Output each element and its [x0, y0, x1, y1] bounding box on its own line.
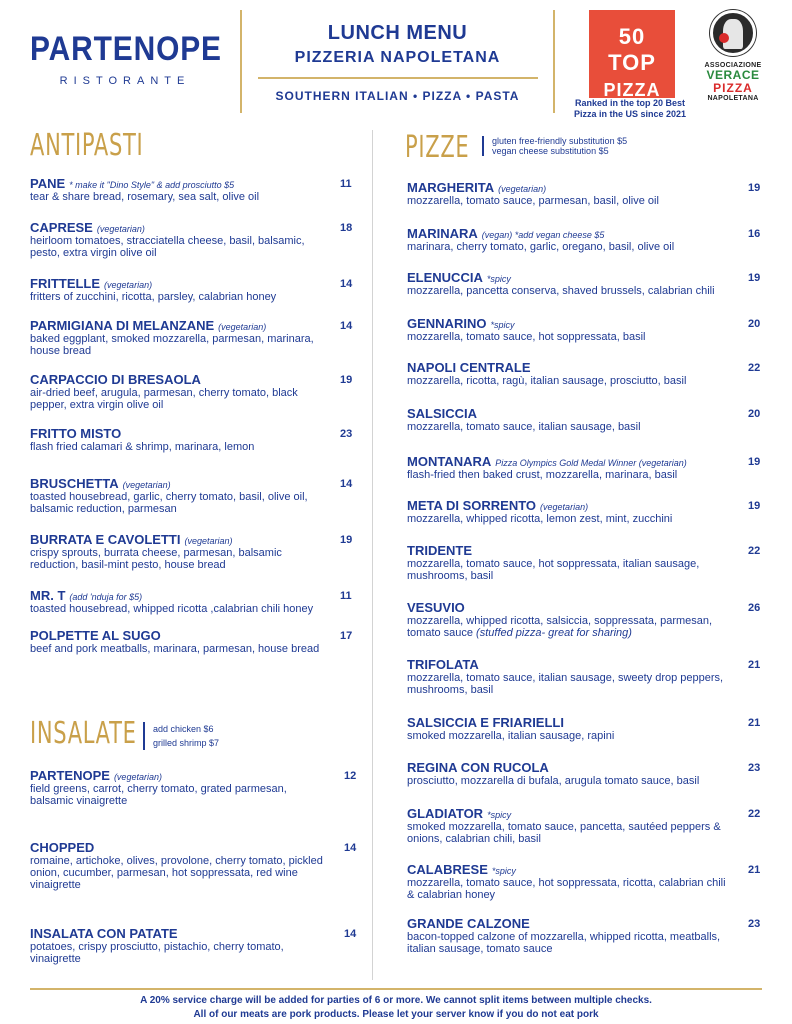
menu-item-name-row: [30, 176, 330, 191]
menu-item-price: 16: [748, 228, 761, 240]
menu-item-price: 14: [340, 278, 353, 290]
menu-item: [407, 360, 727, 387]
menu-item-description: bacon-topped calzone of mozzarella, whipped ricotta, meatballs, italian sausage, tomato sauce: [407, 931, 721, 955]
menu-item-description: beef and pork meatballs, marinara, parmesan, house bread: [30, 643, 320, 655]
menu-item-note: (vegetarian): [104, 280, 153, 290]
menu-item-name-row: [407, 657, 727, 672]
menu-item-note: Pizza Olympics Gold Medal Winner (vegetarian): [495, 458, 687, 468]
menu-item: [30, 588, 330, 615]
pizze-note: gluten free-friendly substitution $5 vegan cheese substitution $5: [482, 136, 627, 156]
menu-item-name: MONTANARA: [407, 454, 492, 469]
menu-item-price: 19: [340, 374, 353, 386]
footer-notice: A 20% service charge will be added for parties of 6 or more. We cannot split items between multiple checks. All of our meats are pork products. Please let your server know if you do not eat pork: [140, 995, 652, 1020]
menu-item-note: (add 'nduja for $5): [69, 592, 143, 602]
menu-item: [407, 226, 727, 253]
menu-item-description: mozzarella, tomato sauce, italian sausage, sweety drop peppers, mushrooms, basil: [407, 672, 724, 696]
menu-item-name: FRITTO MISTO: [30, 426, 122, 441]
menu-item-description: air-dried beef, arugula, parmesan, cherry tomato, black pepper, extra virgin olive oil: [30, 387, 298, 411]
menu-item-price: 19: [748, 456, 761, 468]
menu-item-name: NAPOLI CENTRALE: [407, 360, 531, 375]
footer-divider: [30, 988, 762, 990]
antipasti-title: ANTIPASTI: [30, 128, 144, 163]
menu-item-name: PARMIGIANA DI MELANZANE: [30, 318, 215, 333]
menu-item-name-row: [407, 600, 727, 615]
menu-item-price: 17: [340, 630, 353, 642]
menu-item-name-row: [407, 270, 727, 285]
menu-item-name-row: [407, 715, 727, 730]
menu-item: [30, 532, 330, 571]
brand-name: PARTENOPE: [30, 30, 222, 68]
menu-item-description: mozzarella, ricotta, ragù, italian sausage, prosciutto, basil: [407, 375, 687, 387]
menu-item-name-row: [30, 840, 330, 855]
menu-item-price: 26: [748, 602, 761, 614]
menu-item-price: 23: [748, 918, 761, 930]
menu-item-name: ELENUCCIA: [407, 270, 483, 285]
menu-subtitle: PIZZERIA NAPOLETANA: [294, 49, 501, 66]
menu-item-price: 23: [748, 762, 761, 774]
menu-item-description: potatoes, crispy prosciutto, pistachio, cherry tomato, vinaigrette: [30, 941, 284, 965]
menu-item-price: 11: [340, 590, 352, 602]
menu-item-description: flash fried calamari & shrimp, marinara, lemon: [30, 441, 255, 453]
menu-item-description: mozzarella, tomato sauce, parmesan, basil, olive oil: [407, 195, 659, 207]
menu-item-price: 23: [340, 428, 353, 440]
menu-item-price: 19: [748, 500, 761, 512]
menu-item-note: (vegetarian): [540, 502, 589, 512]
menu-title: LUNCH MENU: [327, 22, 468, 44]
menu-item-description: mozzarella, tomato sauce, hot soppressata, ricotta, calabrian chili & calabrian honey: [407, 877, 726, 901]
insalate-title: INSALATE: [30, 716, 137, 751]
menu-item: [407, 406, 727, 433]
menu-item: [407, 806, 727, 845]
menu-item: [30, 276, 330, 303]
menu-item-description: heirloom tomatoes, stracciatella cheese, basil, balsamic, pesto, extra virgin olive oil: [30, 235, 305, 259]
menu-item-note: (vegetarian): [218, 322, 267, 332]
menu-item-description: crispy sprouts, burrata cheese, parmesan, balsamic reduction, basil-mint pesto, house bread: [30, 547, 282, 571]
top50-logo-text: 50 TOP PIZZA: [603, 24, 661, 100]
menu-item: [30, 768, 330, 807]
menu-item-note: *spicy: [487, 810, 512, 820]
menu-item-description: baked eggplant, smoked mozzarella, parmesan, marinara, house bread: [30, 333, 314, 357]
menu-item-price: 19: [340, 534, 353, 546]
menu-item-description: mozzarella, tomato sauce, hot soppressata, italian sausage, mushrooms, basil: [407, 558, 700, 582]
header-divider: [258, 77, 538, 79]
menu-item-description: mozzarella, tomato sauce, hot soppressata, basil: [407, 331, 646, 343]
menu-item-name-row: [30, 532, 330, 547]
menu-item-name-row: [407, 316, 727, 331]
menu-item-name: POLPETTE AL SUGO: [30, 628, 161, 643]
menu-item: [407, 454, 727, 481]
menu-item-name: TRIDENTE: [407, 543, 472, 558]
menu-item-description: flash-fried then baked crust, mozzarella, marinara, basil: [407, 469, 678, 481]
menu-item: [30, 840, 330, 891]
menu-item-description: prosciutto, mozzarella di bufala, arugula tomato sauce, basil: [407, 775, 700, 787]
menu-item-name-row: [30, 372, 330, 387]
menu-item-name: REGINA CON RUCOLA: [407, 760, 549, 775]
menu-item-name: SALSICCIA E FRIARIELLI: [407, 715, 564, 730]
menu-item: [407, 862, 727, 901]
pizze-title: PIZZE: [405, 130, 470, 165]
menu-item: [407, 916, 727, 955]
menu-item-price: 19: [748, 182, 761, 194]
menu-item-note: (vegetarian): [184, 536, 233, 546]
menu-item-description: tear & share bread, rosemary, sea salt, olive oil: [30, 191, 260, 203]
menu-item-name: PANE: [30, 176, 66, 191]
brand-subtitle: RISTORANTE: [59, 75, 191, 87]
menu-item: [30, 476, 330, 515]
menu-item-price: 14: [340, 478, 353, 490]
menu-item-name-row: [407, 806, 727, 821]
menu-item-price: 12: [344, 770, 357, 782]
menu-item-description: mozzarella, pancetta conserva, shaved brussels, calabrian chili: [407, 285, 715, 297]
menu-item-description: toasted housebread, garlic, cherry tomato, basil, olive oil, balsamic reduction, parmesan: [30, 491, 308, 515]
menu-item-price: 21: [748, 717, 761, 729]
menu-item: [407, 543, 727, 582]
menu-item-name: BURRATA E CAVOLETTI: [30, 532, 181, 547]
menu-item-price: 18: [340, 222, 353, 234]
menu-item-price: 22: [748, 545, 761, 557]
menu-item-name: GLADIATOR: [407, 806, 484, 821]
menu-item-name: CALABRESE: [407, 862, 488, 877]
menu-item-name-row: [30, 276, 330, 291]
menu-item-name: MARINARA: [407, 226, 478, 241]
menu-item-name-row: [407, 760, 727, 775]
menu-item-note: *spicy: [486, 274, 511, 284]
menu-item-name-row: [30, 588, 330, 603]
menu-item: [407, 657, 727, 696]
menu-item-note: (vegetarian): [113, 772, 162, 782]
menu-item-description: toasted housebread, whipped ricotta ,calabrian chili honey: [30, 603, 314, 615]
brand-logo: [30, 30, 220, 87]
menu-item: [30, 426, 330, 453]
menu-item-price: 22: [748, 808, 761, 820]
menu-tagline: SOUTHERN ITALIAN • PIZZA • PASTA: [275, 89, 520, 103]
menu-item-name: SALSICCIA: [407, 406, 478, 421]
menu-item-name-row: [30, 318, 330, 333]
menu-item-name: META DI SORRENTO: [407, 498, 537, 513]
menu-item: [407, 316, 727, 343]
menu-header: [240, 10, 555, 113]
menu-item-note: (vegetarian): [96, 224, 145, 234]
menu-item-name: INSALATA CON PATATE: [30, 926, 178, 941]
menu-item-name: MR. T: [30, 588, 66, 603]
menu-item-name-row: [407, 454, 727, 469]
menu-item-name-row: [30, 926, 330, 941]
menu-item-description: romaine, artichoke, olives, provolone, cherry tomato, pickled onion, cucumber, parmesan, hot soppressata, red wine vinaigrette: [30, 855, 323, 891]
menu-item-description: fritters of zucchini, ricotta, parsley, calabrian honey: [30, 291, 277, 303]
menu-item-name: CAPRESE: [30, 220, 93, 235]
menu-item-name-row: [407, 360, 727, 375]
menu-item-name: BRUSCHETTA: [30, 476, 119, 491]
avpn-seal-icon: [710, 10, 756, 56]
menu-item: [407, 600, 727, 639]
top50-badge: [589, 10, 675, 98]
menu-item-price: 14: [344, 842, 357, 854]
menu-item-name-row: [407, 916, 727, 931]
menu-item-price: 20: [748, 318, 761, 330]
menu-item: [407, 498, 727, 525]
menu-item-note: *spicy: [491, 866, 516, 876]
menu-item: [30, 318, 330, 357]
menu-item-name: VESUVIO: [407, 600, 465, 615]
menu-item-name-row: [407, 226, 727, 241]
menu-item-description: mozzarella, whipped ricotta, salsiccia, soppressata, parmesan, tomato sauce (stuffed pizza- great for sharing): [407, 615, 713, 639]
menu-item: [30, 220, 330, 259]
menu-item-note: (vegetarian): [122, 480, 171, 490]
menu-item-name-row: [407, 862, 727, 877]
insalate-note: add chicken $6 grilled shrimp $7: [143, 722, 219, 750]
menu-item-price: 21: [748, 659, 761, 671]
menu-item: [407, 715, 727, 742]
menu-item-price: 14: [340, 320, 353, 332]
menu-item-name: CARPACCIO DI BRESAOLA: [30, 372, 201, 387]
menu-item-name: MARGHERITA: [407, 180, 495, 195]
menu-item: [407, 180, 727, 207]
menu-item: [30, 372, 330, 411]
menu-item: [30, 176, 330, 203]
menu-item-name: FRITTELLE: [30, 276, 101, 291]
menu-item-price: 11: [340, 178, 352, 190]
menu-item-name-row: [30, 768, 330, 783]
menu-item-description: smoked mozzarella, tomato sauce, pancetta, sautéed peppers & onions, calabrian chili, basil: [407, 821, 721, 845]
menu-item-name: GENNARINO: [407, 316, 487, 331]
menu-item-name-row: [30, 628, 330, 643]
menu-item-name-row: [30, 220, 330, 235]
menu-item: [407, 760, 727, 787]
menu-item-note: *spicy: [490, 320, 515, 330]
menu-item-description: smoked mozzarella, italian sausage, rapini: [407, 730, 615, 742]
menu-item-description: mozzarella, whipped ricotta, lemon zest, mint, zucchini: [407, 513, 673, 525]
menu-item-name: TRIFOLATA: [407, 657, 479, 672]
menu-item-name-row: [407, 498, 727, 513]
menu-item-price: 19: [748, 272, 761, 284]
menu-item-name-row: [407, 543, 727, 558]
menu-item-description: marinara, cherry tomato, garlic, oregano, basil, olive oil: [407, 241, 675, 253]
menu-item-note: (vegan) *add vegan cheese $5: [481, 230, 605, 240]
menu-item-name-row: [30, 426, 330, 441]
menu-item-price: 21: [748, 864, 761, 876]
menu-item-description-note: (stuffed pizza- great for sharing): [476, 627, 632, 639]
menu-item: [30, 926, 330, 965]
menu-item-name-row: [407, 180, 727, 195]
menu-item-description: mozzarella, tomato sauce, italian sausage, basil: [407, 421, 641, 433]
menu-item: [407, 270, 727, 297]
menu-item-description: field greens, carrot, cherry tomato, grated parmesan, balsamic vinaigrette: [30, 783, 287, 807]
menu-item-name-row: [30, 476, 330, 491]
menu-item-price: 22: [748, 362, 761, 374]
menu-item-price: 20: [748, 408, 761, 420]
menu-item: [30, 628, 330, 655]
column-divider: [372, 130, 373, 980]
avpn-badge: ASSOCIAZIONE VERACE PIZZA NAPOLETANA: [697, 10, 769, 102]
menu-item-name-row: [407, 406, 727, 421]
menu-item-name: CHOPPED: [30, 840, 95, 855]
menu-item-price: 14: [344, 928, 357, 940]
menu-item-name: PARTENOPE: [30, 768, 110, 783]
menu-item-note: (vegetarian): [498, 184, 547, 194]
menu-item-name: GRANDE CALZONE: [407, 916, 530, 931]
top50-caption: Ranked in the top 20 Best Pizza in the US since 2021: [573, 98, 687, 119]
menu-item-note: * make it "Dino Style" & add prosciutto $5: [69, 180, 235, 190]
